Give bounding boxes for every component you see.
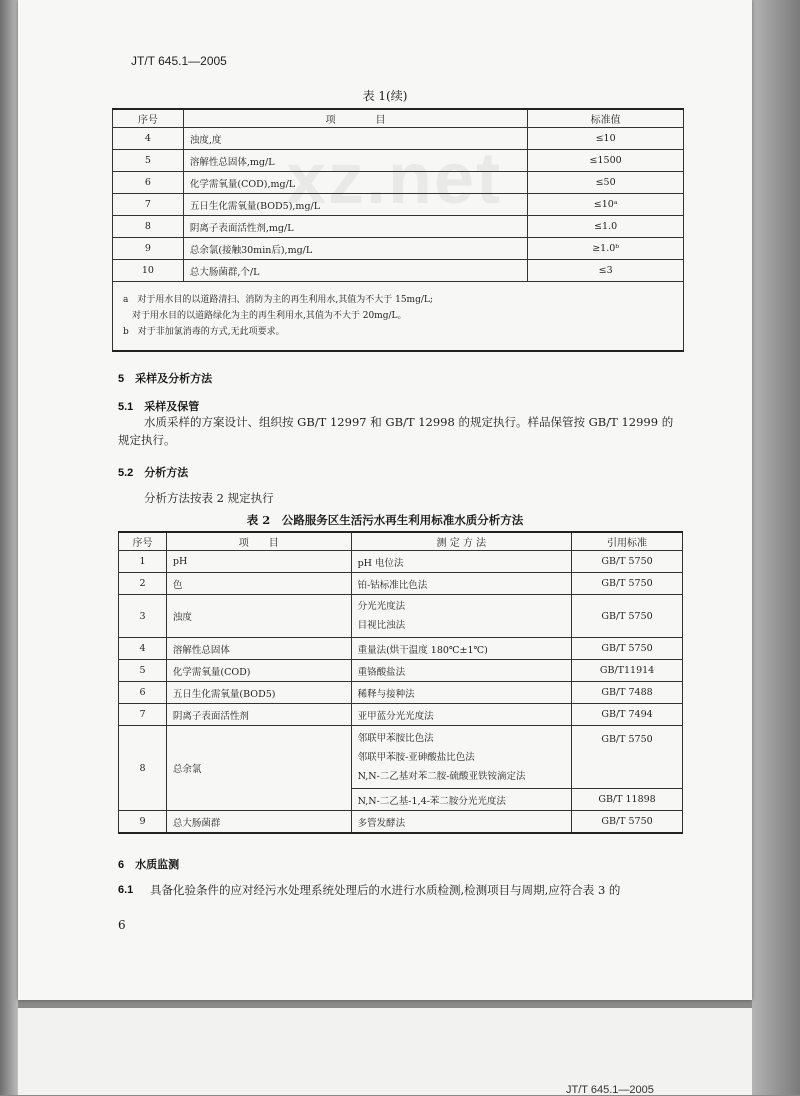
- table2-caption: 表 2 公路服务区生活污水再生利用标准水质分析方法: [246, 513, 524, 527]
- cell-method: 多管发酵法: [351, 811, 572, 834]
- cell-standard: GB/T 5750: [572, 595, 683, 638]
- table-row: [119, 682, 683, 704]
- cell-item: 溶解性总固体,mg/L: [183, 150, 527, 172]
- cell-item: 总大肠菌群,个/L: [183, 260, 527, 282]
- cell-standard: GB/T 5750: [572, 573, 683, 595]
- table-row: [119, 595, 683, 638]
- table-row: [119, 638, 683, 660]
- table2-header-no: 序号: [119, 532, 167, 551]
- cell-no: 8: [119, 726, 167, 811]
- cell-no: 10: [113, 260, 184, 282]
- cell-item: 浊度: [166, 595, 351, 638]
- method-line: 邻联甲苯胺比色法: [357, 732, 434, 744]
- section-6-1-number: 6.1: [118, 884, 134, 896]
- cell-standard: GB/T 5750: [572, 638, 683, 660]
- table1-notes: [113, 282, 684, 352]
- document-page[interactable]: [18, 0, 752, 1000]
- cell-no: 3: [119, 595, 167, 638]
- table1-header-value: 标准值: [528, 109, 684, 128]
- cell-item: 阴离子表面活性剂,mg/L: [183, 216, 527, 238]
- table1: [112, 108, 684, 352]
- cell-value: ≤1500: [528, 150, 684, 172]
- cell-method: 重铬酸盐法: [351, 660, 572, 682]
- cell-item: pH: [166, 551, 351, 573]
- cell-standard: GB/T 5750: [572, 726, 683, 789]
- cell-method: pH 电位法: [351, 551, 572, 573]
- cell-value: ≤3: [528, 260, 684, 282]
- cell-item: 五日生化需氧量(BOD5),mg/L: [183, 194, 527, 216]
- cell-no: 9: [113, 238, 184, 260]
- section-6-title: 6 水质监测: [118, 859, 180, 871]
- cell-method: 重量法(烘干温度 180℃±1℃): [351, 638, 572, 660]
- section-5-1-title: 5.1 采样及保管: [118, 401, 200, 413]
- cell-no: 1: [119, 551, 167, 573]
- table-row: [119, 551, 683, 573]
- table-row: [119, 573, 683, 595]
- cell-method: N,N-二乙基-1,4-苯二胺分光光度法: [351, 789, 572, 811]
- table-row: [113, 216, 684, 238]
- note-a-cont: 对于用水目的以道路绿化为主的再生利用水,其值为不大于 20mg/L。: [123, 311, 407, 321]
- table-row: [113, 172, 684, 194]
- cell-value: ≤50: [528, 172, 684, 194]
- cell-no: 5: [119, 660, 167, 682]
- cell-method: 亚甲蓝分光光度法: [351, 704, 572, 726]
- right-margin-shadow: [752, 0, 800, 1095]
- cell-method: [351, 595, 572, 638]
- cell-standard: GB/T 11898: [572, 789, 683, 811]
- table-row: [113, 260, 684, 282]
- cell-item: 五日生化需氧量(BOD5): [166, 682, 351, 704]
- cell-method: [351, 726, 572, 789]
- watermark: xz.net: [286, 139, 503, 219]
- section-5-1-text: 水质采样的方案设计、组织按 GB/T 12997 和 GB/T 12998 的规定执行。样品保管按 GB/T 12999 的: [144, 415, 674, 429]
- table2: [118, 531, 683, 834]
- table1-caption: 表 1(续): [362, 89, 408, 103]
- cell-value: ≤10: [528, 128, 684, 150]
- cell-item: 总余氯(接触30min后),mg/L: [183, 238, 527, 260]
- cell-item: 溶解性总固体: [166, 638, 351, 660]
- table2-header-standard: 引用标准: [572, 532, 683, 551]
- cell-standard: GB/T11914: [572, 660, 683, 682]
- cell-method: 铂-钴标准比色法: [351, 573, 572, 595]
- cell-no: 6: [119, 682, 167, 704]
- section-6-1-text: 具备化验条件的应对经污水处理系统处理后的水进行水质检测,检测项目与周期,应符合表 3 的: [150, 883, 621, 897]
- section-5-title: 5 采样及分析方法: [118, 373, 213, 385]
- section-5-2-text: 分析方法按表 2 规定执行: [144, 491, 274, 505]
- section-5-1-text-cont: 规定执行。: [118, 433, 176, 447]
- cell-no: 4: [119, 638, 167, 660]
- cell-no: 9: [119, 811, 167, 834]
- cell-no: 2: [119, 573, 167, 595]
- next-page[interactable]: [18, 1008, 752, 1095]
- method-line: 目视比浊法: [357, 620, 406, 631]
- cell-item: 化学需氧量(COD),mg/L: [183, 172, 527, 194]
- cell-item: 总余氯: [166, 726, 351, 811]
- table-row: [113, 128, 684, 150]
- cell-no: 7: [119, 704, 167, 726]
- table2-header-method: 测 定 方 法: [351, 532, 572, 551]
- cell-item: 总大肠菌群: [166, 811, 351, 834]
- cell-standard: GB/T 7488: [572, 682, 683, 704]
- left-margin-shadow: [0, 0, 18, 1095]
- cell-no: 4: [113, 128, 184, 150]
- table1-notes-row: [113, 282, 684, 352]
- section-5-2-title: 5.2 分析方法: [118, 467, 189, 479]
- page-header: JT/T 645.1—2005: [131, 54, 227, 68]
- table1-header-no: 序号: [113, 109, 184, 128]
- table1-header-item: 项 目: [183, 109, 527, 128]
- method-line: 邻联甲苯胺-亚砷酸盐比色法: [357, 751, 475, 763]
- cell-value: ≤1.0: [528, 216, 684, 238]
- cell-item: 色: [166, 573, 351, 595]
- cell-value: ≤10ᵃ: [528, 194, 684, 216]
- table-row: [113, 238, 684, 260]
- cell-standard: GB/T 5750: [572, 811, 683, 834]
- table-row: [113, 194, 684, 216]
- table-row: [119, 811, 683, 834]
- note-a: a 对于用水目的以道路清扫、消防为主的再生利用水,其值为不大于 15mg/L;: [123, 295, 433, 305]
- cell-value: ≥1.0ᵇ: [528, 238, 684, 260]
- method-line: 分光光度法: [357, 601, 406, 612]
- table-row: [119, 660, 683, 682]
- cell-standard: GB/T 7494: [572, 704, 683, 726]
- table-row: [119, 726, 683, 789]
- cell-no: 5: [113, 150, 184, 172]
- cell-item: 阴离子表面活性剂: [166, 704, 351, 726]
- table-row: [113, 150, 684, 172]
- table-row: [119, 704, 683, 726]
- table2-header-item: 项 目: [166, 532, 351, 551]
- cell-no: 7: [113, 194, 184, 216]
- cell-item: 浊度,度: [183, 128, 527, 150]
- method-line: N,N-二乙基对苯二胺-硫酸亚铁铵滴定法: [357, 770, 526, 782]
- cell-method: 稀释与接种法: [351, 682, 572, 704]
- note-b: b 对于非加氯消毒的方式,无此项要求。: [123, 327, 285, 337]
- cell-no: 8: [113, 216, 184, 238]
- next-page-header: JT/T 645.1—2005: [566, 1084, 654, 1096]
- page-number: 6: [118, 918, 126, 932]
- cell-standard: GB/T 5750: [572, 551, 683, 573]
- cell-no: 6: [113, 172, 184, 194]
- cell-item: 化学需氧量(COD): [166, 660, 351, 682]
